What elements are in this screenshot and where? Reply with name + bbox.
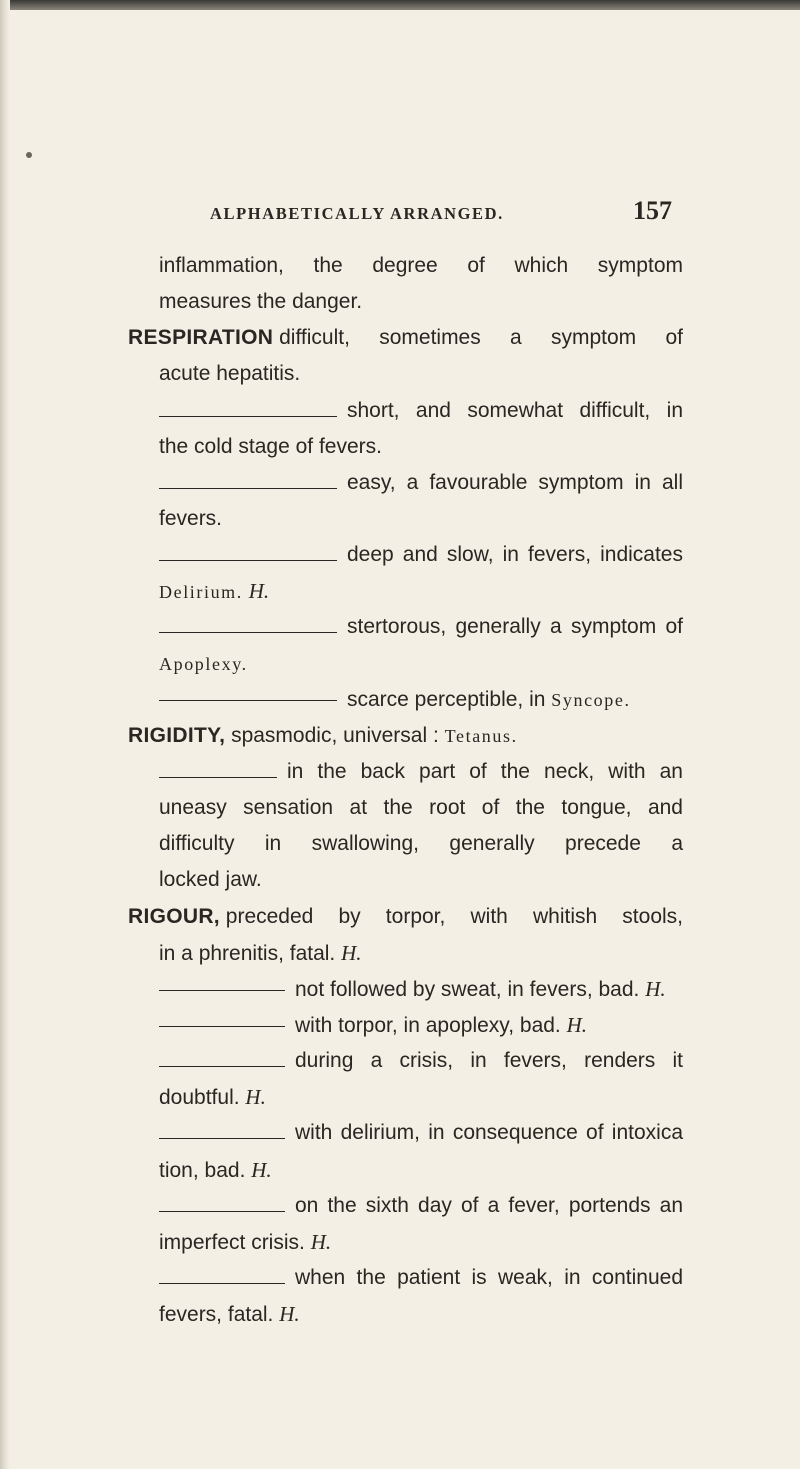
source-mark: H.: [645, 976, 666, 1001]
running-header: [210, 198, 670, 232]
source-mark: H.: [310, 1229, 332, 1254]
print-speck: [26, 152, 32, 158]
source-mark: H.: [248, 579, 270, 604]
page-gutter: [0, 0, 10, 1469]
sub-entry: scarce perceptible, in Syncope.: [128, 682, 683, 718]
ditto-dash: [159, 1066, 285, 1067]
ditto-dash: [159, 1026, 285, 1027]
entry-heading: RESPIRATION: [128, 326, 274, 350]
entry-respiration: RESPIRATION difficult, sometimes a symptom of: [128, 320, 683, 356]
text-line: difficulty in swallowing, generally precede a: [159, 832, 683, 856]
text-line: Apoplexy.: [159, 653, 248, 674]
entry-heading: RIGIDITY,: [128, 723, 226, 747]
running-title: ALPHABETICALLY ARRANGED.: [210, 204, 504, 223]
ditto-dash: [159, 777, 277, 778]
entry-rigour: RIGOUR, preceded by torpor, with whitish stools,: [128, 899, 683, 935]
sub-entry: in the back part of the neck, with an: [128, 754, 683, 790]
text-line: tion, bad. H.: [159, 1157, 272, 1182]
ditto-dash: [159, 1283, 285, 1284]
sub-entry: when the patient is weak, in continued: [128, 1260, 683, 1296]
ditto-dash: [159, 700, 337, 701]
source-mark: H.: [251, 1157, 272, 1182]
sub-entry: easy, a favourable symptom in all: [128, 465, 683, 501]
text-line: Delirium. H.: [159, 579, 270, 604]
ditto-dash: [159, 488, 337, 489]
text-line: acute hepatitis.: [159, 362, 301, 386]
ditto-dash: [159, 1211, 285, 1212]
ditto-dash: [159, 632, 337, 633]
sub-entry: during a crisis, in fevers, renders it: [128, 1043, 683, 1079]
page-top-shadow: [0, 0, 800, 10]
text-line: in a phrenitis, fatal. H.: [159, 940, 362, 965]
source-mark: H.: [245, 1085, 266, 1110]
sub-entry: on the sixth day of a fever, portends an: [128, 1188, 683, 1224]
page-number: 157: [633, 196, 672, 225]
text-line: locked jaw.: [159, 868, 262, 892]
sub-entry: not followed by sweat, in fevers, bad. H.: [128, 971, 683, 1007]
text-line: imperfect crisis. H.: [159, 1229, 332, 1254]
sub-entry: deep and slow, in fevers, indicates: [128, 537, 683, 573]
page-body: [128, 248, 683, 1332]
sub-entry: short, and somewhat difficult, in: [128, 393, 683, 429]
sub-entry: stertorous, generally a symptom of: [128, 609, 683, 645]
text-line: doubtful. H.: [159, 1085, 266, 1110]
source-mark: H.: [279, 1302, 300, 1327]
entry-heading: RIGOUR,: [128, 904, 220, 928]
text-line: uneasy sensation at the root of the tongue, and: [159, 796, 683, 820]
ditto-dash: [159, 990, 285, 991]
text-line: inflammation, the degree of which symptom: [159, 254, 683, 277]
sub-entry: with torpor, in apoplexy, bad. H.: [128, 1007, 683, 1043]
text-line: fevers, fatal. H.: [159, 1302, 300, 1327]
text-line: the cold stage of fevers.: [159, 434, 382, 458]
entry-rigidity: RIGIDITY, spasmodic, universal : Tetanus.: [128, 723, 518, 747]
text-line: fevers.: [159, 506, 223, 530]
ditto-dash: [159, 1138, 285, 1139]
ditto-dash: [159, 416, 337, 417]
source-mark: H.: [566, 1012, 588, 1037]
source-mark: H.: [341, 940, 362, 965]
text-line: measures the danger.: [159, 290, 363, 314]
ditto-dash: [159, 560, 337, 561]
sub-entry: with delirium, in consequence of intoxica: [128, 1115, 683, 1151]
